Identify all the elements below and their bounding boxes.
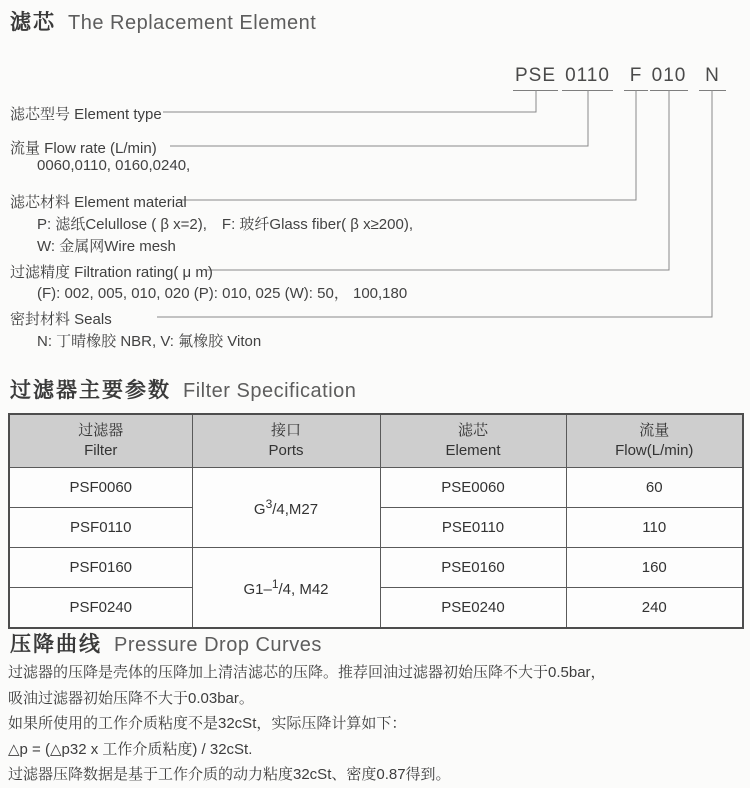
cell-flow-value: 160: [566, 548, 743, 588]
cell-flow-value: 110: [566, 508, 743, 548]
pressure-formula: △p = (△p32 x 工作介质粘度) / 32cSt.: [8, 740, 253, 758]
col-header-ports-zh: 接口: [270, 422, 301, 439]
ports-sup: 3: [265, 497, 273, 511]
col-header-filter-en: Filter: [84, 442, 118, 459]
callout-element-material-label: 滤芯材料 Element material: [10, 194, 187, 211]
col-header-flow: [566, 414, 743, 468]
cell-element-model: PSE0160: [380, 548, 566, 588]
col-header-flow-en: Flow(L/min): [615, 442, 694, 459]
cell-flow-value: 240: [566, 588, 743, 629]
col-header-filter: [9, 414, 192, 468]
cell-element-model: PSE0060: [380, 468, 566, 508]
table-header-row: [9, 414, 743, 468]
pressure-text-line: 过滤器的压降是壳体的压降加上清洁滤芯的压降。推荐回油过滤器初始压降不大于0.5bar，: [8, 664, 606, 681]
col-header-filter-zh: 过滤器: [78, 422, 124, 439]
pressure-section-heading: [10, 628, 322, 658]
callout-filtration-rating-label: 过滤精度 Filtration rating( μ m): [10, 264, 213, 281]
cell-filter-model: PSF0160: [9, 548, 192, 588]
spec-section-heading: [10, 374, 356, 404]
col-header-element-en: Element: [445, 442, 501, 459]
ports-sup: 1: [271, 577, 279, 591]
ports-text: G1–: [243, 581, 272, 598]
model-code-segment-material: F: [624, 65, 648, 91]
col-header-element-zh: 滤芯: [457, 422, 488, 439]
spec-heading-en: Filter Specification: [183, 380, 357, 402]
callout-seals-label: 密封材料 Seals: [10, 311, 112, 328]
callout-flow-rate-label: 流量 Flow rate (L/min): [10, 140, 157, 157]
model-code-diagram: [0, 60, 750, 372]
col-header-ports-en: Ports: [268, 442, 304, 459]
model-code-segment-rating: 010: [650, 65, 688, 91]
ports-text: /4,M27: [272, 501, 319, 518]
pressure-text-line: 过滤器压降数据是基于工作介质的动力粘度32cSt、密度0.87得到。: [8, 766, 451, 783]
pressure-heading-zh: 压降曲线: [10, 633, 102, 656]
ports-text: G: [253, 501, 266, 518]
callout-element-material-options-2: W: 金属网Wire mesh: [37, 238, 176, 255]
callout-element-type-label: 滤芯型号 Element type: [10, 106, 162, 123]
callout-seals-options: N: 丁晴橡胶 NBR, V: 氟橡胶 Viton: [37, 333, 262, 350]
col-header-ports: [192, 414, 380, 468]
cell-ports-g34: [192, 468, 380, 548]
col-header-element: [380, 414, 566, 468]
model-code-segment-seal: N: [699, 65, 726, 91]
pressure-text-line: 吸油过滤器初始压降不大于0.03bar。: [8, 689, 254, 707]
pressure-description: [8, 660, 748, 788]
pressure-heading-en: Pressure Drop Curves: [114, 634, 322, 656]
cell-filter-model: PSF0110: [9, 508, 192, 548]
page-title: [10, 6, 316, 36]
model-code-segment-type: PSE: [513, 65, 558, 91]
cell-filter-model: PSF0060: [9, 468, 192, 508]
col-header-flow-zh: 流量: [639, 422, 670, 439]
ports-text: /4, M42: [278, 581, 329, 598]
table-row: [9, 548, 743, 588]
filter-spec-table: [8, 413, 744, 629]
callout-flow-rate-values: 0060,0110, 0160,0240,: [37, 157, 191, 174]
cell-flow-value: 60: [566, 468, 743, 508]
cell-element-model: PSE0110: [380, 508, 566, 548]
model-code-segment-flow: 0110: [562, 65, 613, 91]
cell-filter-model: PSF0240: [9, 588, 192, 629]
spec-heading-zh: 过滤器主要参数: [10, 379, 171, 402]
callout-filtration-rating-values: (F): 002, 005, 010, 020 (P): 010, 025 (W): 50， 100,180: [37, 285, 408, 302]
cell-ports-g114: [192, 548, 380, 629]
page-title-en: The Replacement Element: [68, 12, 317, 34]
page-title-zh: 滤芯: [10, 11, 56, 34]
cell-element-model: PSE0240: [380, 588, 566, 629]
callout-element-material-options-1: P: 滤纸Celullose ( β x=2), F: 玻纤Glass fiber( β x≥200),: [37, 216, 413, 233]
pressure-text-line: 如果所使用的工作介质粘度不是32cSt，实际压降计算如下：: [8, 715, 407, 732]
table-row: [9, 468, 743, 508]
